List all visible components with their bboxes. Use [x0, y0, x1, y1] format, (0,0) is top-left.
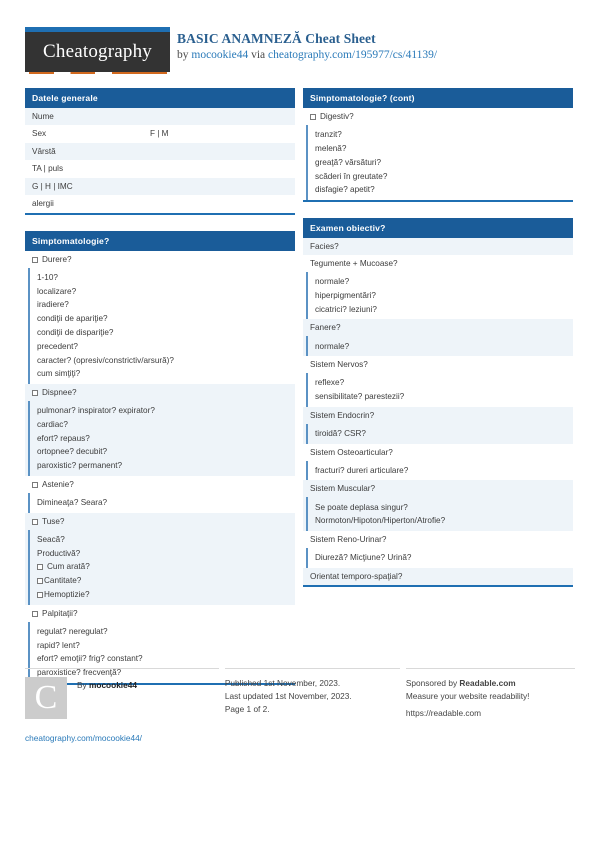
list-item-label: cum simţiţi? [37, 369, 81, 379]
list-item [30, 432, 295, 446]
list-item-label: normale? [315, 341, 350, 351]
list-item-label: iradiere? [37, 300, 69, 310]
group-detail-list [28, 493, 295, 513]
right-column [303, 88, 573, 603]
group-heading [303, 407, 573, 424]
group-detail-list [28, 530, 295, 605]
updated-date: Last updated 1st November, 2023. [224, 690, 352, 701]
list-item [308, 156, 573, 170]
list-item [30, 404, 295, 418]
group-block [303, 568, 573, 585]
group-heading-label: Digestiv? [320, 112, 354, 121]
group-block [303, 356, 573, 407]
section-simptomatologie-cont [303, 88, 573, 202]
byline-prefix: by [177, 49, 192, 61]
group-heading-label: Durere? [42, 254, 72, 264]
group-heading [303, 444, 573, 461]
list-item-label: paroxistice? frecvenţă? [37, 668, 122, 678]
checkbox-icon[interactable] [32, 611, 38, 617]
row-value [150, 112, 288, 121]
group-heading-label: Sistem Endocrin? [310, 410, 375, 420]
group-heading-label: Sistem Reno-Urinar? [310, 534, 387, 544]
list-item [308, 551, 573, 565]
list-item [30, 340, 295, 354]
table-row [25, 195, 295, 212]
list-item-label: Diureză? Micţiune? Urină? [315, 553, 412, 563]
list-item [30, 418, 295, 432]
group-detail-list [306, 548, 573, 568]
list-item-label: Cantitate? [44, 576, 82, 586]
page-title: BASIC ANAMNEZĂ Cheat Sheet [177, 31, 376, 46]
list-item [308, 303, 573, 317]
byline [177, 49, 437, 61]
checkbox-icon[interactable] [32, 390, 38, 396]
list-item [308, 376, 573, 390]
group-detail-list [306, 272, 573, 319]
row-label: Nume [32, 112, 54, 121]
list-item [30, 312, 295, 326]
list-item [30, 326, 295, 340]
group-heading[interactable] [25, 476, 295, 493]
row-label: Sex [32, 129, 47, 139]
list-item-label: Productivă? [37, 548, 81, 558]
row-value: F | M [150, 129, 169, 139]
group-block [303, 407, 573, 444]
list-item[interactable] [30, 560, 295, 574]
list-item-label: Cum arată? [47, 562, 90, 572]
section-title-simptomatologie-cont: Simptomatologie? (cont) [303, 88, 573, 108]
group-block [303, 108, 573, 200]
list-item [308, 128, 573, 142]
title-block [177, 31, 437, 61]
byline-source-link[interactable]: cheatography.com/195977/cs/41139/ [268, 49, 438, 61]
group-heading-label: Fanere? [310, 323, 341, 333]
list-item [30, 459, 295, 473]
list-item [30, 533, 295, 547]
list-item-label: scăderi în greutate? [315, 171, 388, 181]
logo-underline-decoration [29, 72, 167, 74]
checkbox-icon[interactable] [32, 519, 38, 525]
list-item-label: Hemoptizie? [44, 590, 90, 600]
group-heading[interactable] [303, 108, 573, 125]
list-item-label: Se poate deplasa singur? [315, 502, 408, 512]
list-item-label: hiperpigmentări? [315, 290, 376, 300]
section-title-datele-generale: Datele generale [25, 88, 295, 108]
row-label: G | H | IMC [32, 181, 73, 191]
left-column [25, 88, 295, 701]
table-row [25, 125, 295, 142]
group-block [303, 531, 573, 568]
list-item-label: precedent? [37, 341, 78, 351]
list-item-label: sensibilitate? parestezii? [315, 392, 405, 402]
list-item [30, 367, 295, 381]
list-item-label: tiroidă? CSR? [315, 428, 366, 438]
group-heading[interactable] [25, 384, 295, 401]
list-item-label: disfagie? apetit? [315, 185, 375, 195]
group-block [303, 238, 573, 255]
section-simptomatologie [25, 231, 295, 685]
group-block [303, 444, 573, 481]
group-block [303, 255, 573, 319]
page-header [25, 27, 575, 79]
list-item-label: Dimineaţa? Seara? [37, 498, 108, 508]
group-detail-list [306, 461, 573, 481]
group-block [25, 476, 295, 513]
list-item[interactable] [30, 574, 295, 588]
list-item-label: rapid? lent? [37, 640, 80, 650]
group-heading-label: Tegumente + Mucoase? [310, 258, 398, 268]
list-item-label: condiţii de apariţie? [37, 314, 108, 324]
group-heading [303, 255, 573, 272]
group-detail-list [306, 336, 573, 356]
sponsor-line [406, 677, 575, 690]
list-item-label: paroxistic? permanent? [37, 461, 123, 471]
list-item [30, 652, 295, 666]
group-heading-label: Palpitaţii? [42, 608, 78, 618]
checkbox-icon[interactable] [32, 482, 38, 488]
sponsor-name: Readable.com [459, 678, 516, 688]
list-item [308, 427, 573, 441]
list-item-label: melenă? [315, 143, 347, 153]
table-row [25, 178, 295, 195]
avatar: C [25, 677, 67, 719]
group-block [303, 319, 573, 356]
row-value [150, 199, 288, 208]
group-detail-list [28, 401, 295, 476]
group-block [25, 384, 295, 476]
group-block [303, 480, 573, 531]
group-heading-label: Sistem Osteoarticular? [310, 447, 393, 457]
list-item [308, 183, 573, 197]
group-heading [303, 356, 573, 373]
list-item-label: condiţii de dispariţie? [37, 327, 114, 337]
list-item [30, 546, 295, 560]
checkbox-icon[interactable] [310, 114, 316, 120]
list-item [30, 298, 295, 312]
list-item [308, 500, 573, 514]
list-item-label: cicatrici? leziuni? [315, 304, 377, 314]
list-item [308, 169, 573, 183]
byline-via: via [248, 49, 269, 61]
row-label: TA | puls [32, 164, 64, 174]
list-item-label: Normoton/Hipoton/Hiperton/Atrofie? [315, 516, 446, 526]
group-heading[interactable] [25, 251, 295, 268]
list-item [308, 142, 573, 156]
list-item-label: reflexe? [315, 378, 345, 388]
group-heading-label: Dispnee? [42, 387, 77, 397]
list-item-label: regulat? neregulat? [37, 626, 108, 636]
table-row [25, 143, 295, 160]
list-item-label: pulmonar? inspirator? expirator? [37, 406, 155, 416]
footer-sponsor-block [406, 668, 575, 743]
page-footer [25, 668, 575, 743]
group-detail-list [306, 497, 573, 531]
table-row [25, 160, 295, 177]
group-detail-list [306, 424, 573, 444]
list-item-label: 1-10? [37, 272, 58, 282]
group-block [25, 251, 295, 384]
list-item [30, 638, 295, 652]
list-item [308, 464, 573, 478]
footer-author-block [25, 668, 219, 743]
group-detail-list [306, 373, 573, 407]
list-item [308, 289, 573, 303]
row-value [150, 164, 288, 173]
group-heading [303, 480, 573, 497]
checkbox-icon[interactable] [37, 564, 43, 570]
group-heading-label: Sistem Nervos? [310, 360, 368, 370]
checkbox-icon[interactable] [32, 257, 38, 263]
list-item-label: efort? emoţii? frig? constant? [37, 654, 143, 664]
sponsor-prefix: Sponsored by [405, 678, 460, 688]
sponsor-url-link[interactable]: https://readable.com [405, 707, 482, 718]
list-item-label: greaţă? vărsături? [315, 157, 381, 167]
byline-author-link[interactable]: mocookie44 [191, 49, 249, 61]
group-heading-label: Facies? [310, 241, 339, 251]
list-item [308, 514, 573, 528]
group-heading-label: Orientat temporo-spaţial? [310, 571, 403, 581]
group-heading-label: Sistem Muscular? [310, 484, 376, 494]
row-value [150, 147, 288, 156]
group-heading [303, 568, 573, 585]
group-block [25, 513, 295, 605]
list-item [30, 271, 295, 285]
list-item [30, 496, 295, 510]
group-heading[interactable] [25, 605, 295, 622]
list-item-label: Seacă? [37, 534, 65, 544]
section-examen-obiectiv [303, 218, 573, 587]
list-item-label: localizare? [37, 286, 77, 296]
list-item-label: normale? [315, 277, 350, 287]
group-heading-label: Astenie? [42, 479, 74, 489]
row-label: alergii [32, 199, 54, 209]
group-heading [303, 238, 573, 255]
list-item[interactable] [30, 588, 295, 602]
list-item [308, 339, 573, 353]
section-title-examen-obiectiv: Examen obiectiv? [303, 218, 573, 238]
footer-by-label: By [77, 680, 89, 690]
footer-author-url-link[interactable]: cheatography.com/mocookie44/ [25, 733, 142, 743]
list-item [30, 445, 295, 459]
table-row [25, 108, 295, 125]
row-value [150, 182, 288, 191]
checkbox-icon[interactable] [37, 592, 43, 598]
section-datele-generale [25, 88, 295, 215]
list-item [308, 275, 573, 289]
list-item-label: ortopnee? decubit? [37, 447, 108, 457]
list-item-label: cardiac? [37, 419, 68, 429]
row-label: Vârstă [32, 146, 56, 156]
list-item-label: caracter? (opresiv/constrictiv/arsură)? [37, 355, 174, 365]
list-item [30, 284, 295, 298]
list-item [30, 625, 295, 639]
logo-text: Cheatography [43, 41, 152, 62]
list-item-label: tranzit? [315, 130, 342, 140]
group-heading-label: Tuse? [42, 516, 65, 526]
checkbox-icon[interactable] [37, 578, 43, 584]
group-detail-list [28, 268, 295, 384]
list-item-label: efort? repaus? [37, 433, 90, 443]
published-date: Published 1st November, 2023. [224, 678, 341, 688]
sponsor-tagline: Measure your website readability! [405, 690, 530, 701]
group-detail-list [306, 125, 573, 200]
page-number: Page 1 of 2. [224, 703, 270, 714]
group-heading [303, 531, 573, 548]
list-item [308, 390, 573, 404]
list-item [30, 353, 295, 367]
group-heading [303, 319, 573, 336]
list-item-label: fracturi? dureri articulare? [315, 465, 409, 475]
cheatography-logo[interactable] [25, 27, 170, 72]
section-title-simptomatologie: Simptomatologie? [25, 231, 295, 251]
group-heading[interactable] [25, 513, 295, 530]
footer-publish-block [225, 668, 400, 743]
footer-author-name: mocookie44 [89, 680, 137, 690]
